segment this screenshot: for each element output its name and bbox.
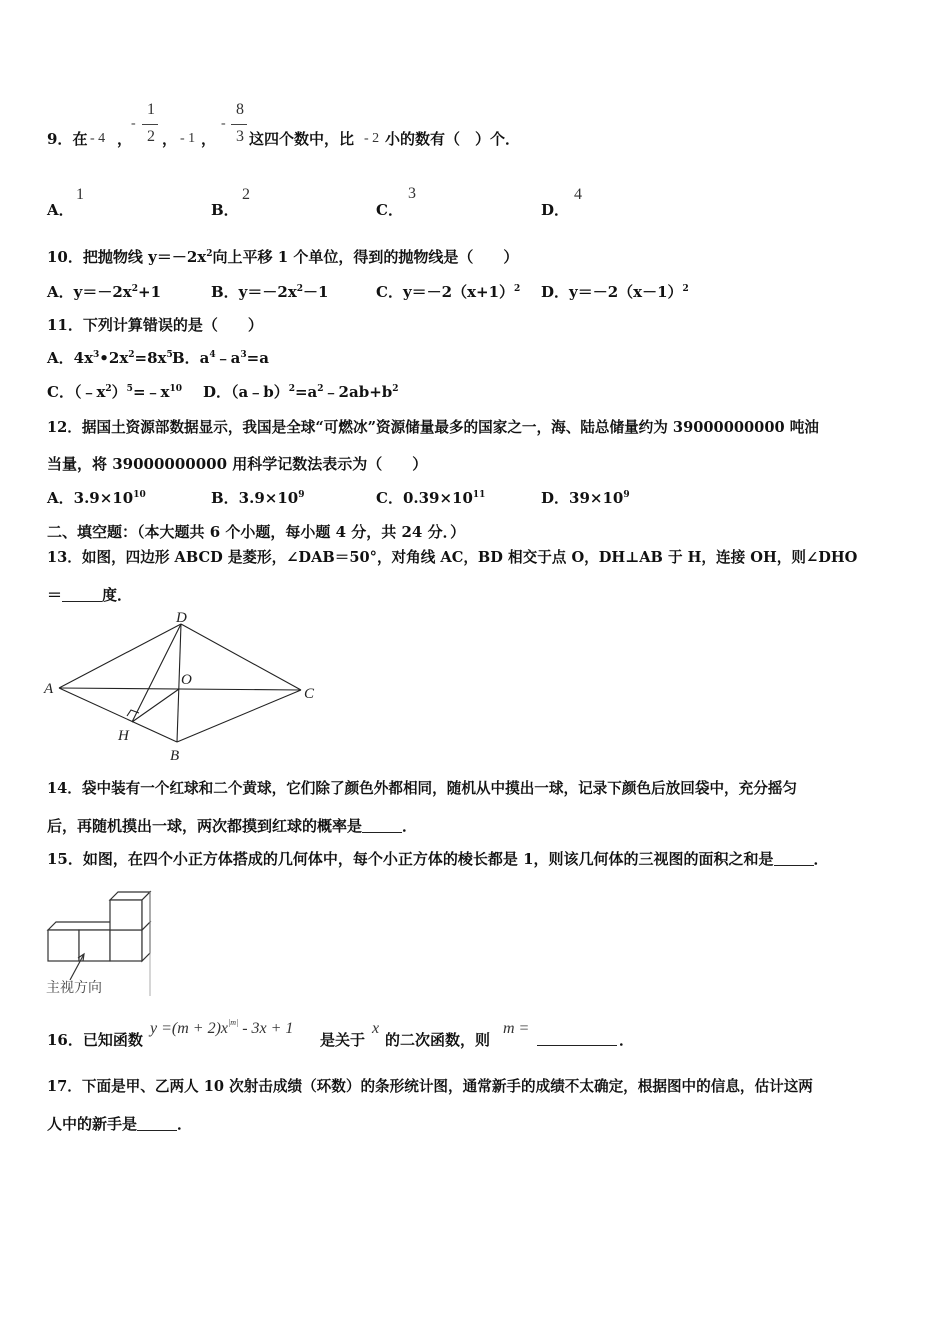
q17-answer-blank <box>137 1130 177 1131</box>
q14-line-2: 后，再随机摸出一球，两次都摸到红球的概率是 ． <box>47 817 418 835</box>
rhombus-figure <box>40 612 330 767</box>
q12-option-a: A．$3.9\times 10^{10}$ <box>47 489 146 507</box>
q9-frac2-denominator: 3 <box>236 128 244 145</box>
q11-option-b: B．$a^4﹣a^3=a$ <box>172 349 269 367</box>
q9-stem: 9．在 <box>47 130 88 148</box>
cube-figure <box>40 888 160 998</box>
q13-line-1: 13．如图，四边形 ABCD 是菱形，∠DAB＝50°，对角线 AC，BD 相交于点 O，DH⊥AB 于 H，连接 OH，则∠DHO <box>47 549 858 566</box>
q9-option-b-label: B． <box>211 201 239 219</box>
q9-option-c-value: 3 <box>408 185 416 202</box>
q9-number-neg1: - 1 <box>180 131 196 146</box>
q9-option-b-value: 2 <box>242 186 250 203</box>
q16-mid: 是关于 <box>320 1031 366 1049</box>
q16-var-m: m = <box>503 1020 530 1037</box>
q9-option-a-label: A． <box>47 201 74 219</box>
q10-stem: 10．把抛物线 $y=-2x^2$向上平移 1 个单位，得到的抛物线是（ ） <box>47 248 519 266</box>
q9-frac1-denominator: 2 <box>147 128 155 145</box>
q12-option-c: C．$0.39\times 10^{11}$ <box>376 489 486 507</box>
q9-option-d-label: D． <box>541 201 570 219</box>
q9-neg-sign-2: - <box>221 116 226 131</box>
diagonal-ac <box>59 688 301 690</box>
q11-option-c: C．$(﹣x^2)^5=﹣x^{10}$ <box>47 383 182 401</box>
q15-line-1: 15．如图，在四个小正方体搭成的几何体中，每个小正方体的棱长都是 1，则该几何体的三视图的面积之和是 ． <box>47 850 829 868</box>
segment-oh <box>132 689 179 722</box>
q10-option-a: A．$y=-2x^2+1$ <box>47 283 162 301</box>
q9-mid-text: 这四个数中，比 <box>249 130 355 148</box>
edge-cb <box>177 690 301 742</box>
label-b: B <box>170 748 180 764</box>
q9-frac1-numerator: 1 <box>147 101 155 118</box>
label-c: C <box>304 686 315 702</box>
q14-line-1: 14．袋中装有一个红球和二个黄球，它们除了颜色外都相同，随机从中摸出一球，记录下颜色后放回袋中，充分摇匀 <box>47 780 798 797</box>
q9-frac2-bar <box>231 124 247 125</box>
edge-ad <box>59 624 181 688</box>
q9-option-a-value: 1 <box>76 186 84 203</box>
q14-answer-blank <box>362 832 402 833</box>
q17-line-2: 人中的新手是 ． <box>47 1115 193 1133</box>
q15-answer-blank <box>774 865 814 866</box>
q9-tail-text: 小的数有（ ）个． <box>385 130 521 148</box>
cube-stacked <box>110 900 142 930</box>
label-o: O <box>181 672 192 688</box>
edge-dc <box>181 624 301 690</box>
q16-answer-blank <box>537 1029 617 1046</box>
q12-option-d: D．$39\times 10^9$ <box>541 489 630 507</box>
q16-lead: 16．已知函数 <box>47 1031 143 1049</box>
q12-option-b: B．$3.9\times 10^9$ <box>211 489 305 507</box>
q16-var-x: x <box>372 1020 380 1037</box>
q13-answer-blank <box>62 601 102 602</box>
cube-front-1 <box>48 930 79 961</box>
q11-stem: 11．下列计算错误的是（ ） <box>47 316 263 334</box>
label-d: D <box>176 612 187 626</box>
q12-line-2: 当量，将 39000000000 用科学记数法表示为（ ） <box>47 455 428 473</box>
q9-neg-sign-1: - <box>131 116 136 131</box>
q10-option-d: D．$y=-2(x-1)^2$ <box>541 283 689 301</box>
q12-line-1: 12．据国土资源部数据显示，我国是全球“可燃冰”资源储量最多的国家之一，海、陆总储量约为 39000000000 吨油 <box>47 419 819 436</box>
q9-option-d-value: 4 <box>574 186 582 203</box>
segment-dh <box>132 624 181 722</box>
section-2-heading: 二、填空题：（本大题共 6 个小题，每小题 4 分，共 24 分．） <box>47 523 466 541</box>
q11-option-a: A．$4x^3•2x^2=8x^5$ <box>47 349 173 367</box>
label-h: H <box>118 728 129 744</box>
q10-option-c: C．$y=-2(x+1)^2$ <box>376 283 521 301</box>
view-direction-caption: 主视方向 <box>46 980 102 996</box>
q9-number-neg2: - 2 <box>364 131 380 146</box>
q11-option-d: D．$(a﹣b)^2=a^2﹣2ab+b^2$ <box>203 383 399 401</box>
q10-option-b: B．$y=-2x^2-1$ <box>211 283 329 301</box>
q9-number-neg4: - 4 <box>90 131 106 146</box>
q13-line-2: ＝ 度． <box>47 586 133 604</box>
cube-front-3 <box>110 930 142 961</box>
q9-option-c-label: C． <box>376 201 403 219</box>
label-a: A <box>44 681 54 697</box>
q16-mid2: 的二次函数，则 <box>385 1031 491 1049</box>
q9-frac2-numerator: 8 <box>236 101 244 118</box>
q17-line-1: 17．下面是甲、乙两人 10 次射击成绩（环数）的条形统计图，通常新手的成绩不太确定，根据图中的信息，估计这两 <box>47 1078 813 1095</box>
q16-formula: $y =(m + 2)x^{|m|} - 3x + 1$ <box>150 1018 294 1037</box>
q9-frac1-bar <box>142 124 158 125</box>
